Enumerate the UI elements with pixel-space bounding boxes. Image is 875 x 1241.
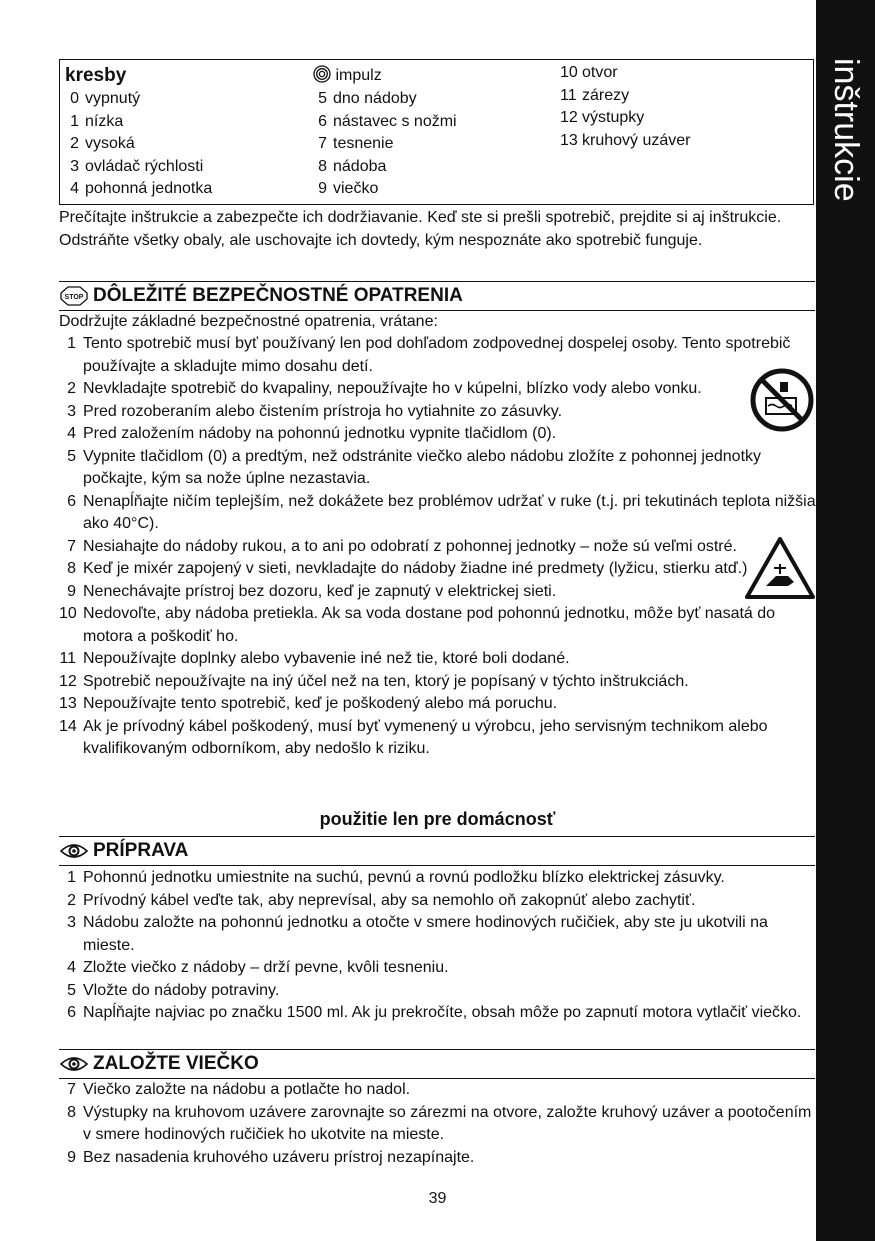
list-item-text: Nádobu založte na pohonnú jednotku a otočte v smere hodinových ručičiek, aby ste ju ukotvili na mieste. <box>83 914 768 954</box>
preparation-heading-bar <box>59 836 815 866</box>
legend-pulse-row <box>313 64 457 88</box>
preparation-heading: PRÍPRAVA <box>93 840 189 861</box>
list-item <box>59 401 816 424</box>
legend-item-label: nástavec s nožmi <box>333 112 457 130</box>
legend-item <box>313 178 457 201</box>
list-item-number: 4 <box>67 959 76 976</box>
legend-col-2-items <box>313 88 457 201</box>
list-item-text: Nepoužívajte doplnky alebo vybavenie iné než tie, ktoré boli dodané. <box>83 650 570 667</box>
legend-item-label: tesnenie <box>333 135 394 152</box>
list-item-text: Nesiahajte do nádoby rukou, a to ani po odobratí z pohonnej jednotky – nože sú veľmi ostré. <box>83 537 737 555</box>
stop-icon-text: STOP <box>64 294 84 301</box>
list-item-number: 9 <box>67 1148 76 1166</box>
list-item-text: Pohonnú jednotku umiestnite na suchú, pevnú a rovnú podložku blízko elektrickej zásuvky. <box>83 869 725 886</box>
pulse-icon <box>313 65 331 83</box>
page-number: 39 <box>428 1190 447 1207</box>
list-item-number: 4 <box>67 425 76 442</box>
list-item-text: Zložte viečko z nádoby – drží pevne, kvôli tesneniu. <box>83 959 449 976</box>
safety-heading-bar <box>59 281 815 311</box>
legend-item-label: nádoba <box>333 157 387 175</box>
list-item <box>59 980 816 1003</box>
legend-col-2 <box>313 64 457 201</box>
side-tab <box>816 0 875 1241</box>
legend-item-label: nízka <box>85 112 124 130</box>
legend-item-number: 13 <box>560 131 578 149</box>
list-item <box>59 867 816 890</box>
legend-item <box>313 111 457 134</box>
stop-icon <box>60 286 88 306</box>
list-item-text: Nenapĺňajte ničím teplejším, než dokážete bez problémov udržať v ruke (t.j. pri tekutinách teplota nižšia ako 40°C). <box>83 492 816 532</box>
list-item <box>59 581 816 604</box>
list-item-number: 8 <box>67 560 76 577</box>
legend-item <box>560 62 691 85</box>
legend-item-number: 1 <box>70 112 79 130</box>
list-item-number: 13 <box>59 695 77 712</box>
legend-item-number: 7 <box>318 135 327 152</box>
legend-item <box>65 88 212 111</box>
legend-item-label: dno nádoby <box>333 90 417 107</box>
legend-item-label: výstupky <box>582 109 645 126</box>
list-item-number: 6 <box>67 492 76 510</box>
eye-icon <box>60 841 88 861</box>
list-item-text: Napĺňajte najviac po značku 1500 ml. Ak ju prekročíte, obsah môže po zapnutí motora vytlačiť viečko. <box>83 1004 802 1021</box>
legend-item-number: 0 <box>70 90 79 107</box>
list-item-number: 2 <box>67 380 76 397</box>
side-tab-label: inštrukcie <box>827 58 865 202</box>
legend-item <box>65 133 212 156</box>
list-item-number: 11 <box>59 650 76 667</box>
list-item-number: 3 <box>67 402 76 420</box>
list-item <box>59 1002 816 1025</box>
legend-item <box>560 130 691 153</box>
legend-item-label: otvor <box>582 64 618 81</box>
list-item-text: Nepoužívajte tento spotrebič, keď je poškodený alebo má poruchu. <box>83 695 558 712</box>
safety-list <box>59 333 816 761</box>
list-item-number: 3 <box>67 914 76 931</box>
list-item-number: 7 <box>67 537 76 555</box>
list-item <box>59 333 816 378</box>
legend-pulse-label: impulz <box>335 67 382 84</box>
legend-item <box>560 85 691 108</box>
list-item-text: Pred rozoberaním alebo čistením prístroja ho vytiahnite zo zásuvky. <box>83 402 563 420</box>
list-item-text: Výstupky na kruhovom uzávere zarovnajte so zárezmi na otvore, založte kruhový uzáver a pootočením v smere hodinových ručičiek ho ukotvite na mieste. <box>83 1103 812 1143</box>
list-item <box>59 912 816 957</box>
no-water-pictogram-icon <box>750 368 814 432</box>
legend-item-number: 9 <box>318 180 327 197</box>
legend-item-number: 5 <box>318 90 327 107</box>
list-item-number: 2 <box>67 891 76 909</box>
legend-item-number: 2 <box>70 135 79 152</box>
list-item-text: Tento spotrebič musí byť používaný len pod dohľadom zodpovednej dospelej osoby. Tento spotrebič používajte a skladujte mimo dosahu detí. <box>83 335 791 375</box>
legend-item-number: 4 <box>70 180 79 197</box>
legend-item-label: zárezy <box>582 86 630 104</box>
legend-title: kresby <box>65 65 127 86</box>
legend-item-label: viečko <box>333 180 379 197</box>
list-item <box>59 446 816 491</box>
list-item-number: 14 <box>59 717 77 735</box>
legend-col-1 <box>65 64 212 201</box>
legend-item-label: vypnutý <box>85 90 141 107</box>
list-item <box>59 716 816 761</box>
list-item-text: Vložte do nádoby potraviny. <box>83 981 280 999</box>
eye-icon <box>60 1054 88 1074</box>
list-item-number: 7 <box>67 1081 76 1098</box>
safety-lead: Dodržujte základné bezpečnostné opatrenia, vrátane: <box>59 313 438 330</box>
list-item <box>59 1079 816 1102</box>
legend-item-number: 10 <box>560 64 578 81</box>
list-item-number: 12 <box>59 672 77 690</box>
list-item <box>59 890 816 913</box>
list-item-number: 10 <box>59 605 77 622</box>
list-item-text: Keď je mixér zapojený v sieti, nevkladajte do nádoby žiadne iné predmety (lyžicu, stierku atď.) <box>83 560 748 577</box>
lid-heading-bar <box>59 1049 815 1079</box>
list-item-number: 6 <box>67 1004 76 1021</box>
list-item <box>59 423 816 446</box>
list-item-text: Prívodný kábel veďte tak, aby neprevísal, aby sa nemohlo oň zakopnúť alebo zachytiť. <box>83 891 696 909</box>
legend-item-label: vysoká <box>85 135 135 152</box>
preparation-list <box>59 867 816 1025</box>
legend-item-label: pohonná jednotka <box>85 180 213 197</box>
legend-item <box>313 133 457 156</box>
list-item <box>59 603 816 648</box>
list-item <box>59 957 816 980</box>
list-item-number: 8 <box>67 1103 76 1121</box>
legend-item <box>560 107 691 130</box>
list-item-text: Nevkladajte spotrebič do kvapaliny, nepoužívajte ho v kúpelni, blízko vody alebo vonku. <box>83 380 702 397</box>
legend-item-label: kruhový uzáver <box>582 131 691 149</box>
legend-item <box>65 111 212 134</box>
list-item <box>59 1147 816 1170</box>
list-item-number: 9 <box>67 582 76 600</box>
safety-heading: DÔLEŽITÉ BEZPEČNOSTNÉ OPATRENIA <box>93 285 463 306</box>
list-item <box>59 671 816 694</box>
list-item-text: Nenechávajte prístroj bez dozoru, keď je zapnutý v elektrickej sieti. <box>83 582 557 600</box>
list-item-number: 1 <box>67 869 76 886</box>
legend-col-3-items <box>560 62 691 152</box>
list-item-text: Spotrebič nepoužívajte na iný účel než na ten, ktorý je popísaný v týchto inštrukciách. <box>83 672 689 690</box>
list-item <box>59 648 816 671</box>
household-note: použitie len pre domácnosť <box>319 809 556 829</box>
legend-item <box>313 156 457 179</box>
legend-item-number: 3 <box>70 157 79 175</box>
legend-col-3 <box>560 62 691 152</box>
list-item-text: Nedovoľte, aby nádoba pretiekla. Ak sa voda dostane pod pohonnú jednotku, môže byť nasatá do motora a poškodiť ho. <box>83 605 776 645</box>
blade-warning-pictogram-icon <box>744 536 816 600</box>
legend-item-number: 12 <box>560 109 578 126</box>
legend-item <box>313 88 457 111</box>
legend-item <box>65 156 212 179</box>
list-item <box>59 378 740 401</box>
list-item-text: Bez nasadenia kruhového uzáveru prístroj nezapínajte. <box>83 1148 475 1166</box>
list-item <box>59 1102 816 1147</box>
legend-item-number: 11 <box>560 86 577 104</box>
lid-list <box>59 1079 816 1169</box>
list-item-number: 5 <box>67 981 76 999</box>
list-item-text: Pred založením nádoby na pohonnú jednotku vypnite tlačidlom (0). <box>83 425 557 442</box>
legend-item <box>65 178 212 201</box>
list-item-text: Viečko založte na nádobu a potlačte ho nadol. <box>83 1081 411 1098</box>
intro-paragraph: Prečítajte inštrukcie a zabezpečte ich dodržiavanie. Keď ste si prešli spotrebič, prejdite si aj inštrukcie. Odstráňte všetky obaly, ale uschovajte ich dovtedy, kým nespoznáte ako spotrebič funguje. <box>59 209 782 249</box>
list-item-number: 5 <box>67 447 76 465</box>
list-item-number: 1 <box>67 335 76 352</box>
list-item <box>59 558 816 581</box>
list-item <box>59 536 740 559</box>
lid-heading: ZALOŽTE VIEČKO <box>93 1053 259 1074</box>
legend-item-number: 6 <box>318 112 327 130</box>
legend-box <box>59 59 814 205</box>
legend-item-number: 8 <box>318 157 327 175</box>
list-item-text: Ak je prívodný kábel poškodený, musí byť vymenený u výrobcu, jeho servisným technikom alebo kvalifikovaným odborníkom, aby nedošlo k riziku. <box>83 717 768 757</box>
list-item-text: Vypnite tlačidlom (0) a predtým, než odstránite viečko alebo nádobu zložíte z pohonnej jednotky počkajte, kým sa nože úplne nezastavia. <box>83 447 762 487</box>
list-item <box>59 491 816 536</box>
legend-col-1-items <box>65 88 212 201</box>
legend-item-label: ovládač rýchlosti <box>85 157 204 175</box>
list-item <box>59 693 816 716</box>
